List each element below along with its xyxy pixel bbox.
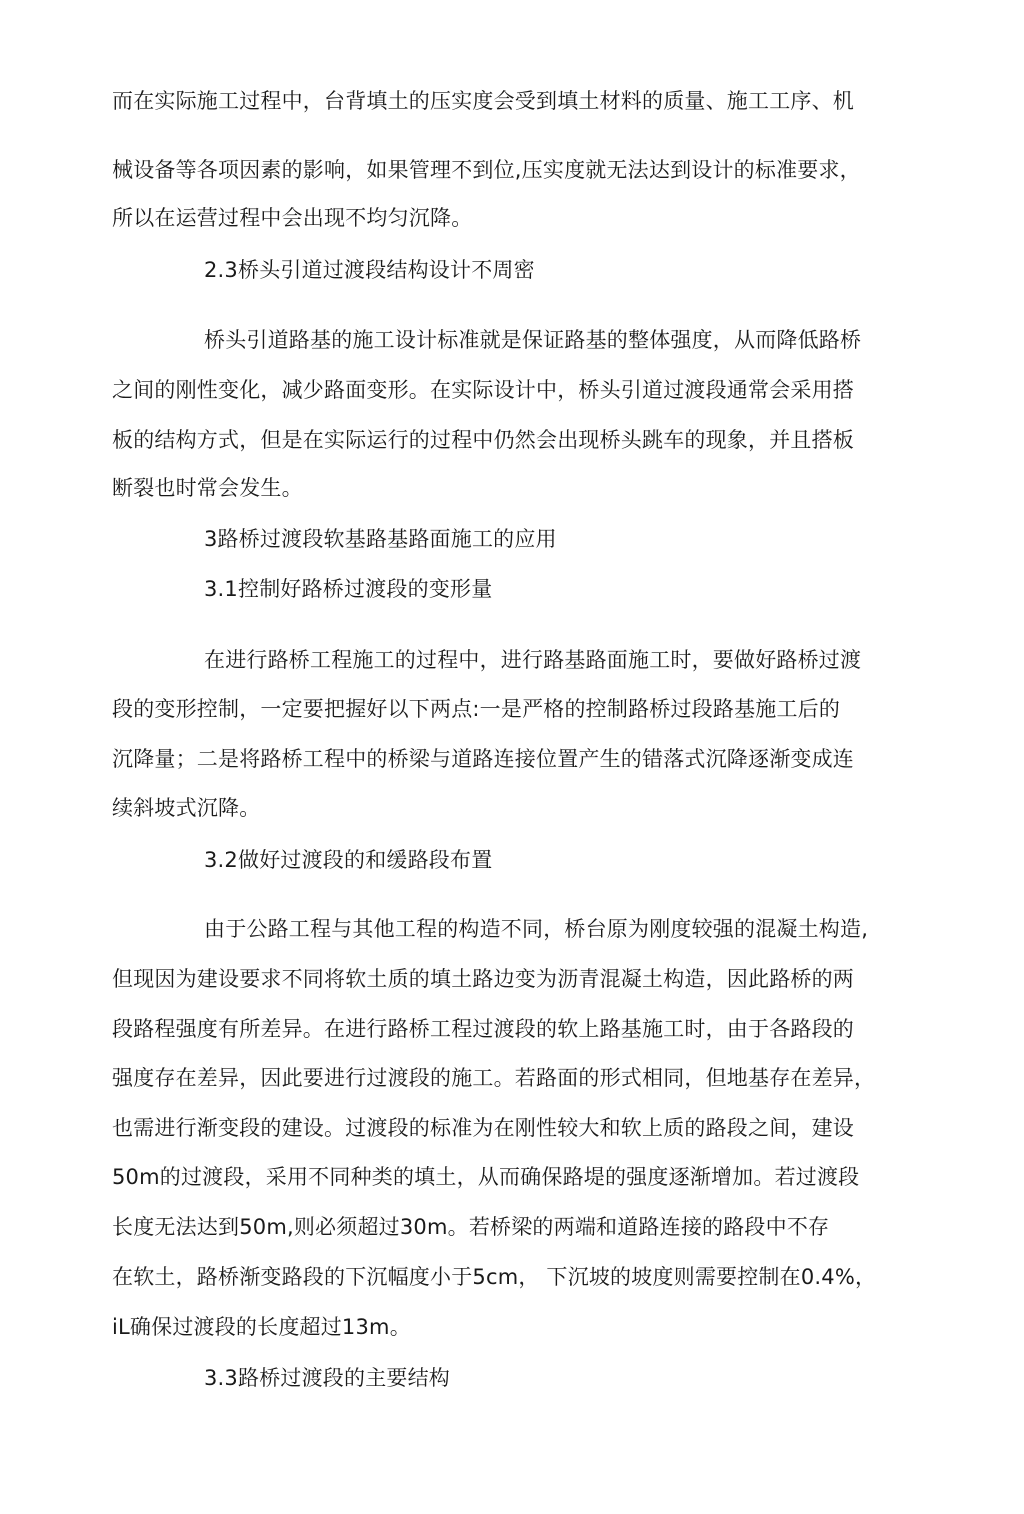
body-text-line: 段路程强度有所差异。在进行路桥工程过渡段的软上路基施工时，由于各路段的 xyxy=(112,1017,854,1041)
body-text-line: 段的变形控制，一定要把握好以下两点:一是严格的控制路桥过段路基施工后的 xyxy=(112,697,841,721)
body-text-line: 也需进行渐变段的建设。过渡段的标准为在刚性较大和软上质的路段之间，建设 xyxy=(112,1116,854,1140)
section-heading: 3.2做好过渡段的和缓路段布置 xyxy=(204,848,493,872)
body-text-line: 由于公路工程与其他工程的构造不同，桥台原为刚度较强的混凝土构造, xyxy=(204,917,869,941)
body-text-line: 板的结构方式，但是在实际运行的过程中仍然会出现桥头跳车的现象，并且搭板 xyxy=(112,428,854,452)
body-text-line: 但现因为建设要求不同将软土质的填土路边变为沥青混凝土构造，因此路桥的两 xyxy=(112,967,854,991)
body-text-line: 长度无法达到50m,则必须超过30m。若桥梁的两端和道路连接的路段中不存 xyxy=(112,1215,830,1239)
body-text-line: 续斜坡式沉降。 xyxy=(112,796,261,820)
body-text-line: 桥头引道路基的施工设计标准就是保证路基的整体强度，从而降低路桥 xyxy=(204,328,862,352)
body-text-line: 50m的过渡段，采用不同种类的填土，从而确保路堤的强度逐渐增加。若过渡段 xyxy=(112,1165,860,1189)
body-text-line: iL确保过渡段的长度超过13m。 xyxy=(112,1315,411,1339)
body-text-line: 之间的刚性变化，减少路面变形。在实际设计中，桥头引道过渡段通常会采用搭 xyxy=(112,378,854,402)
body-text-line: 在进行路桥工程施工的过程中，进行路基路面施工时，要做好路桥过渡 xyxy=(204,648,862,672)
body-text-line: 而在实际施工过程中，台背填土的压实度会受到填土材料的质量、施工工序、机 xyxy=(112,89,854,113)
body-text-line: 强度存在差异，因此要进行过渡段的施工。若路面的形式相同，但地基存在差异， xyxy=(112,1066,876,1090)
body-text-line: 所以在运营过程中会出现不均匀沉降。 xyxy=(112,206,473,230)
body-text-line: 断裂也时常会发生。 xyxy=(112,476,303,500)
body-text-line: 械设备等各项因素的影响，如果管理不到位,压实度就无法达到设计的标准要求， xyxy=(112,158,861,182)
section-heading: 3.3路桥过渡段的主要结构 xyxy=(204,1366,450,1390)
section-heading: 3.1控制好路桥过渡段的变形量 xyxy=(204,577,493,601)
body-text-line: 在软土，路桥渐变路段的下沉幅度小于5cm， 下沉坡的坡度则需要控制在0.4%， xyxy=(112,1265,877,1289)
section-heading: 2.3桥头引道过渡段结构设计不周密 xyxy=(204,258,535,282)
body-text-line: 沉降量；二是将路桥工程中的桥梁与道路连接位置产生的错落式沉降逐渐变成连 xyxy=(112,747,854,771)
section-heading: 3路桥过渡段软基路基路面施工的应用 xyxy=(204,527,557,551)
